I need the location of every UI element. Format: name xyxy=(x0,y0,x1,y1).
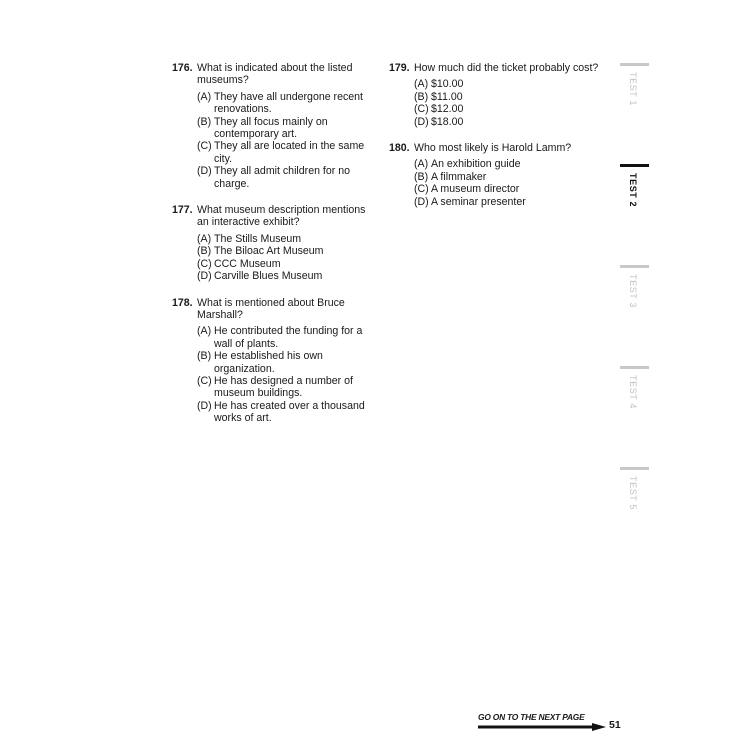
answer-options xyxy=(197,91,372,190)
option-text: CCC Museum xyxy=(214,257,281,270)
tab-test-2[interactable] xyxy=(620,164,649,236)
option-text: An exhibition guide xyxy=(431,158,521,171)
answer-option-a[interactable] xyxy=(197,233,372,245)
tab-indicator-bar xyxy=(620,366,649,369)
answer-options xyxy=(414,78,604,128)
question-179 xyxy=(389,62,604,128)
question-number: 180. xyxy=(389,142,410,155)
tab-label: TEST 2 xyxy=(628,173,638,208)
answer-option-a[interactable] xyxy=(414,78,604,90)
answer-options xyxy=(414,158,604,208)
option-text: He established his own organization. xyxy=(214,350,323,375)
option-text: A seminar presenter xyxy=(431,195,526,208)
question-number: 179. xyxy=(389,62,410,74)
answer-option-d[interactable] xyxy=(197,165,372,190)
question-180 xyxy=(389,142,604,208)
question-text: What is mentioned about Bruce Marshall? xyxy=(197,296,345,321)
tab-test-5[interactable] xyxy=(620,467,649,539)
question-177 xyxy=(172,204,372,282)
option-letter: (D) xyxy=(197,270,212,283)
answer-option-d[interactable] xyxy=(414,116,604,128)
answer-option-d[interactable] xyxy=(414,196,604,208)
option-letter: (A) xyxy=(414,158,429,171)
tab-indicator-bar xyxy=(620,63,649,66)
answer-option-c[interactable] xyxy=(197,258,372,270)
option-text: $12.00 xyxy=(431,103,464,116)
tab-test-3[interactable] xyxy=(620,265,649,337)
answer-option-d[interactable] xyxy=(197,400,372,425)
option-text: He has designed a number of museum buildings. xyxy=(214,374,353,400)
tab-label: TEST 4 xyxy=(628,375,638,409)
answer-options xyxy=(197,233,372,283)
option-letter: (B) xyxy=(414,170,429,183)
option-text: They all admit children for no charge. xyxy=(214,165,351,190)
option-letter: (C) xyxy=(414,183,429,196)
option-letter: (B) xyxy=(414,90,429,103)
page-number: 51 xyxy=(609,719,621,731)
question-text: What museum description mentions an interactive exhibit? xyxy=(197,204,366,229)
question-text: What is indicated about the listed museums? xyxy=(197,62,353,87)
option-text: He has created over a thousand works of art. xyxy=(214,399,365,425)
question-176 xyxy=(172,62,372,190)
option-letter: (A) xyxy=(197,232,212,245)
tab-label: TEST 5 xyxy=(628,476,638,510)
option-letter: (B) xyxy=(197,245,212,258)
question-number: 177. xyxy=(172,204,193,217)
tab-label: TEST 1 xyxy=(628,72,638,106)
option-letter: (B) xyxy=(197,115,212,128)
answer-option-b[interactable] xyxy=(197,350,372,375)
option-text: The Stills Museum xyxy=(214,232,302,245)
tab-indicator-bar xyxy=(620,164,649,167)
question-text: Who most likely is Harold Lamm? xyxy=(414,142,572,155)
answer-option-a[interactable] xyxy=(197,91,372,116)
question-text: How much did the ticket probably cost? xyxy=(414,62,599,74)
option-text: $10.00 xyxy=(431,78,464,91)
option-letter: (A) xyxy=(197,325,212,338)
option-letter: (D) xyxy=(197,399,212,412)
option-text: They have all undergone recent renovations. xyxy=(214,90,364,116)
answer-option-c[interactable] xyxy=(197,140,372,165)
answer-option-b[interactable] xyxy=(197,245,372,257)
answer-option-c[interactable] xyxy=(197,375,372,400)
option-text: The Biloac Art Museum xyxy=(214,245,324,258)
option-letter: (C) xyxy=(197,374,212,387)
option-letter: (B) xyxy=(197,350,212,363)
option-letter: (A) xyxy=(197,90,212,103)
question-number: 176. xyxy=(172,62,193,74)
tab-indicator-bar xyxy=(620,467,649,470)
option-letter: (D) xyxy=(414,115,429,128)
answer-option-a[interactable] xyxy=(197,325,372,350)
option-letter: (D) xyxy=(414,195,429,208)
arrow-right-icon xyxy=(478,723,606,731)
answer-option-b[interactable] xyxy=(197,116,372,141)
option-letter: (D) xyxy=(197,165,212,178)
option-letter: (A) xyxy=(414,78,429,91)
tab-test-4[interactable] xyxy=(620,366,649,438)
answer-option-b[interactable] xyxy=(414,91,604,103)
next-page-label: GO ON TO THE NEXT PAGE xyxy=(478,712,585,722)
answer-option-b[interactable] xyxy=(414,171,604,183)
left-question-column xyxy=(172,62,372,439)
option-text: $18.00 xyxy=(431,115,464,128)
question-number: 178. xyxy=(172,296,193,309)
answer-option-d[interactable] xyxy=(197,270,372,282)
answer-option-c[interactable] xyxy=(414,183,604,195)
option-text: He contributed the funding for a wall of plants. xyxy=(214,325,363,350)
right-question-column xyxy=(389,62,604,222)
question-178 xyxy=(172,297,372,425)
answer-option-a[interactable] xyxy=(414,158,604,170)
option-text: They all focus mainly on contemporary art. xyxy=(214,115,328,141)
tab-test-1[interactable] xyxy=(620,63,649,135)
option-letter: (C) xyxy=(197,140,212,153)
tab-label: TEST 3 xyxy=(628,274,638,308)
option-text: $11.00 xyxy=(431,90,463,103)
option-letter: (C) xyxy=(414,103,429,116)
option-text: Carville Blues Museum xyxy=(214,270,323,283)
answer-option-c[interactable] xyxy=(414,103,604,115)
option-letter: (C) xyxy=(197,257,212,270)
option-text: A filmmaker xyxy=(431,170,487,183)
tab-indicator-bar xyxy=(620,265,649,268)
option-text: They all are located in the same city. xyxy=(214,140,365,165)
option-text: A museum director xyxy=(431,183,520,196)
answer-options xyxy=(197,325,372,424)
